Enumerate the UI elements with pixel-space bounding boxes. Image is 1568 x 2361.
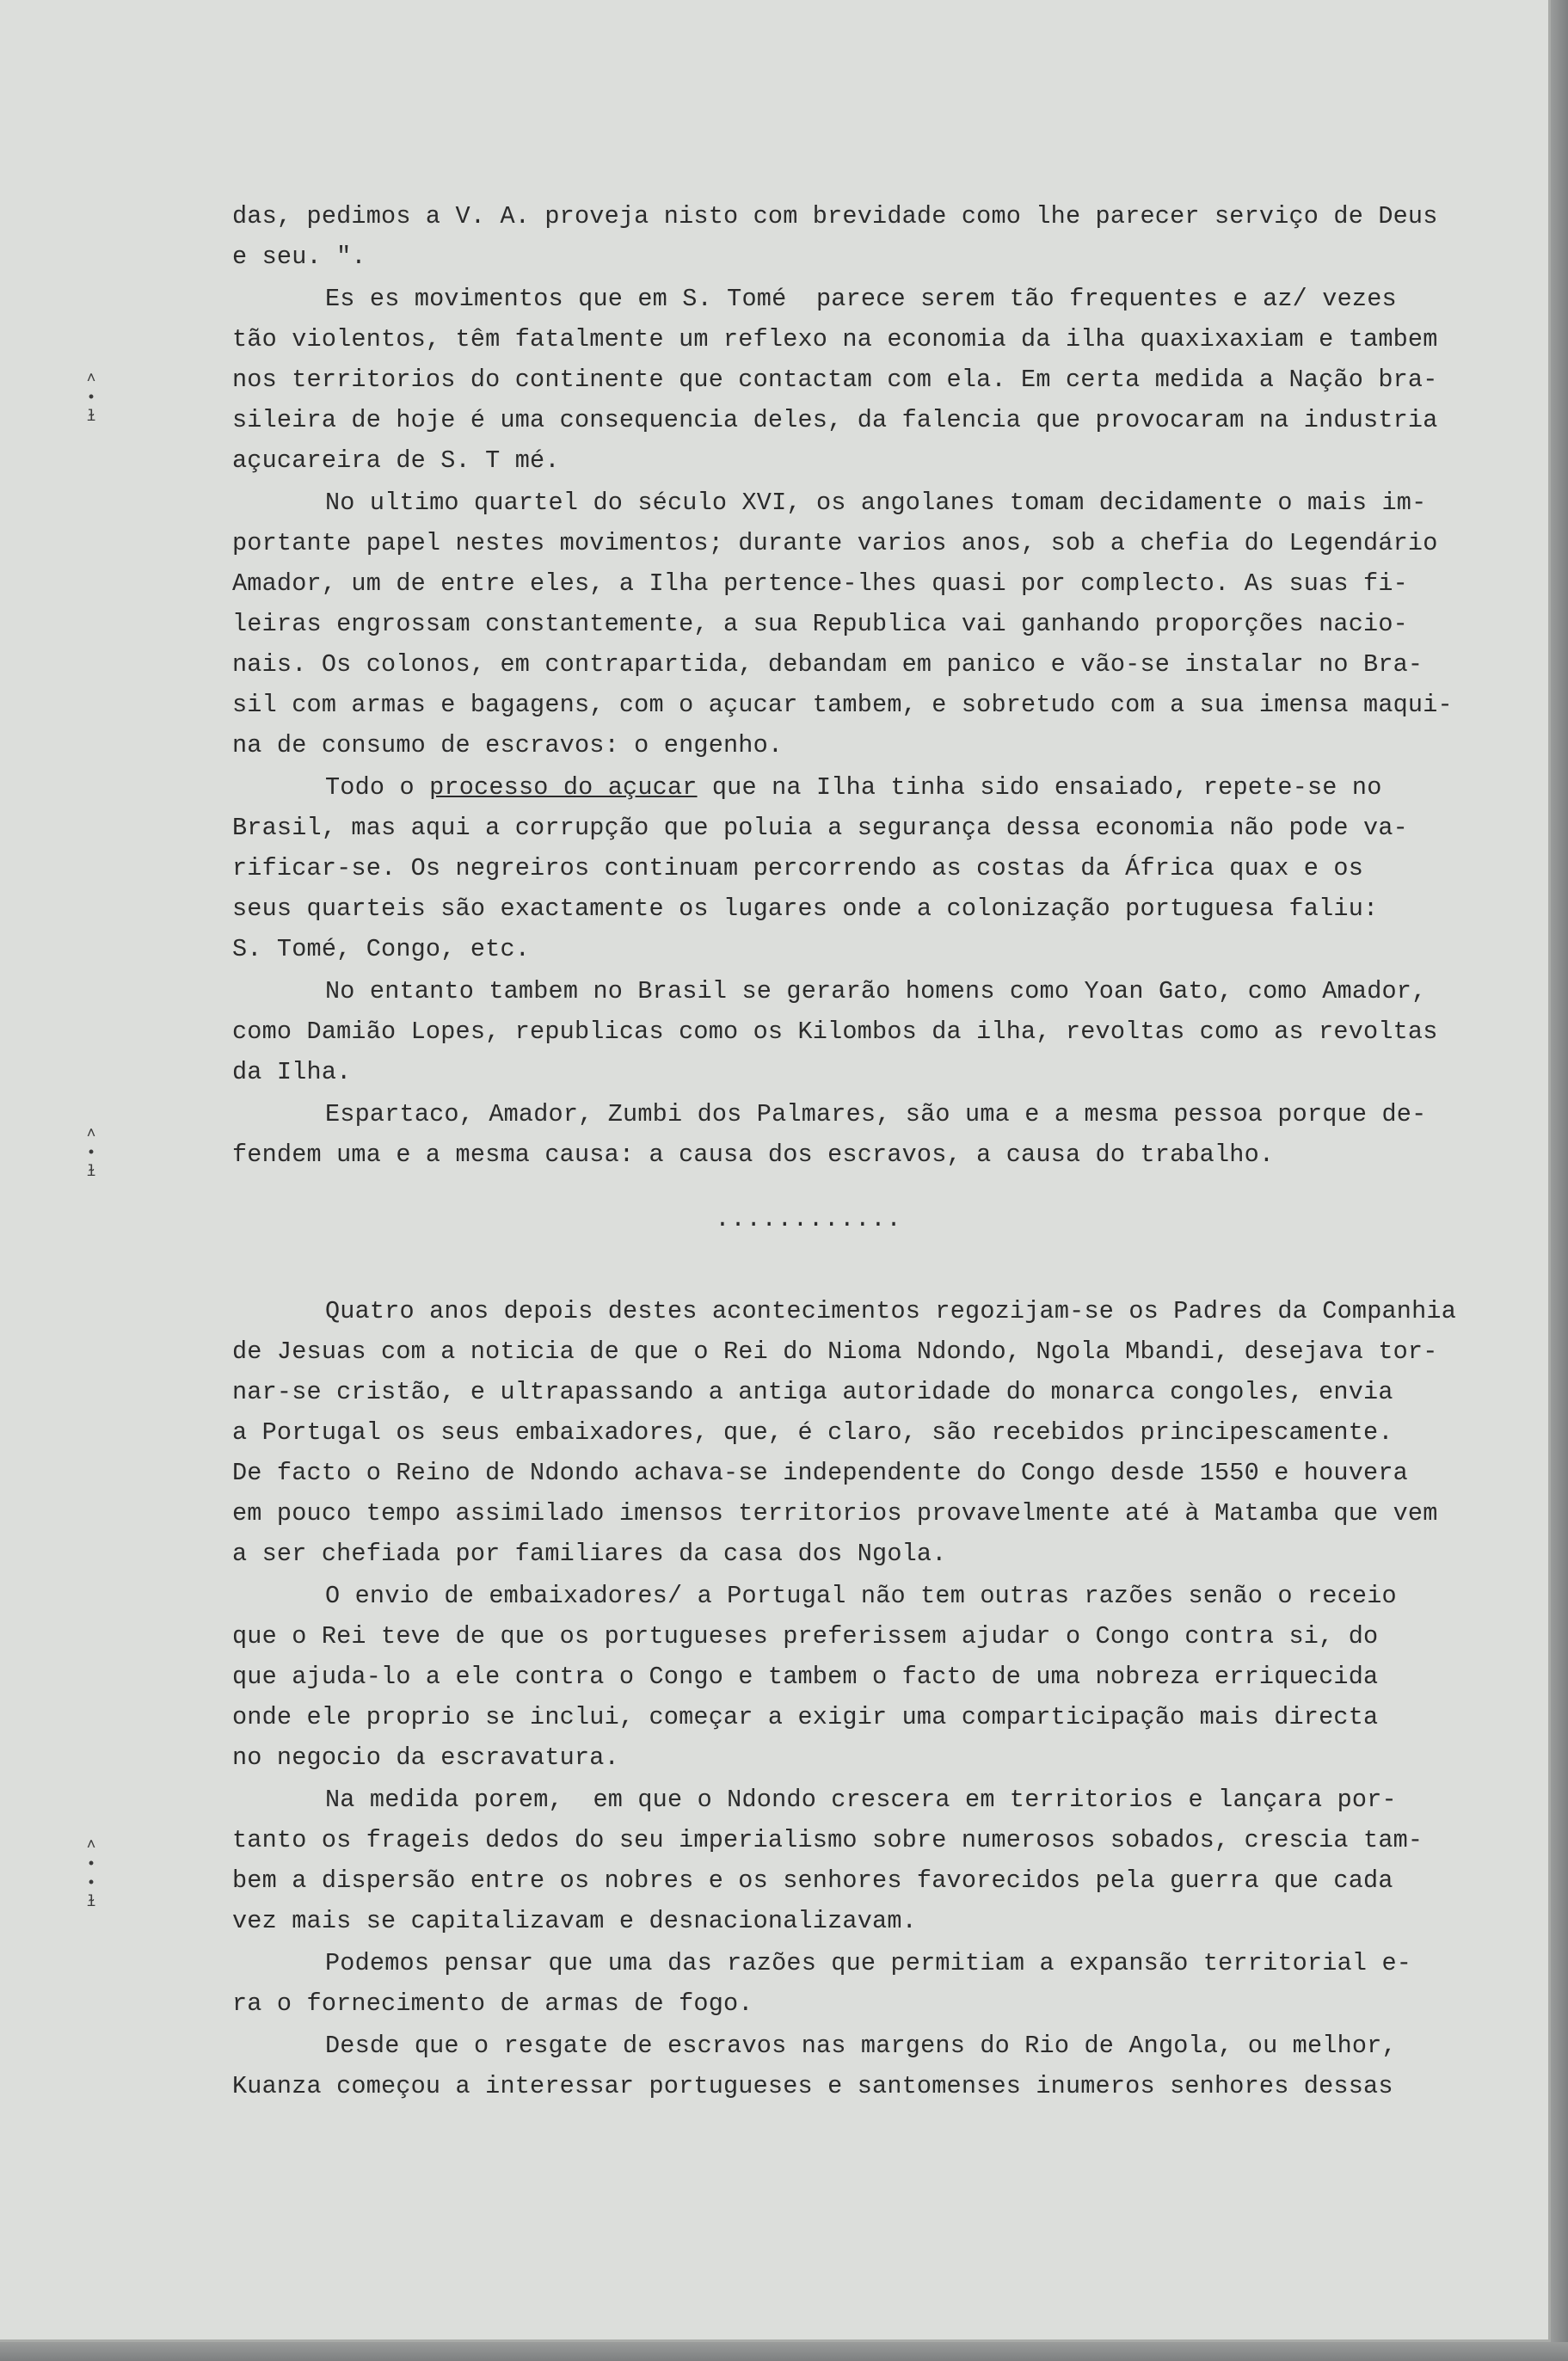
scan-edge-right (1551, 0, 1568, 2361)
text-line: de Jesuas com a noticia de que o Rei do Nioma Ndondo, Ngola Mbandi, desejava tor- (232, 1337, 1438, 1366)
text-line: Brasil, mas aqui a corrupção que poluia a segurança dessa economia não pode va- (232, 814, 1408, 842)
paragraph-p6 (232, 1094, 1522, 1175)
text-line: Es es movimentos que em S. Tomé parece serem tão frequentes e az/ vezes (325, 285, 1397, 313)
text-line: seus quarteis são exactamente os lugares onde a colonização portuguesa faliu: (232, 895, 1379, 923)
text-line: Podemos pensar que uma das razões que permitiam a expansão territorial e- (325, 1949, 1412, 1977)
text-line: em pouco tempo assimilado imensos territorios provavelmente até à Matamba que vem (232, 1499, 1438, 1528)
text-line: Amador, um de entre eles, a Ilha pertence-lhes quasi por complecto. As suas fi- (232, 569, 1408, 598)
paragraph-p11 (232, 2026, 1522, 2106)
section-separator: ............ (715, 1205, 902, 1233)
paragraph-p3 (232, 483, 1522, 765)
text-line: Todo o processo do açucar que na Ilha tinha sido ensaiado, repete-se no (325, 773, 1382, 802)
paragraph-p2 (232, 279, 1522, 481)
text-line: bem a dispersão entre os nobres e os senhores favorecidos pela guerra que cada (232, 1866, 1393, 1895)
text-line: no negocio da escravatura. (232, 1743, 619, 1772)
text-line: portante papel nestes movimentos; durante varios anos, sob a chefia do Legendário (232, 529, 1438, 557)
text-line: que o Rei teve de que os portugueses preferissem ajudar o Congo contra si, do (232, 1622, 1379, 1651)
paragraph-p9 (232, 1780, 1522, 1941)
text-line: Na medida porem, em que o Ndondo crescera em territorios e lançara por- (325, 1786, 1397, 1814)
text-line: na de consumo de escravos: o engenho. (232, 731, 784, 759)
text-line: a Portugal os seus embaixadores, que, é claro, são recebidos principescamente. (232, 1418, 1393, 1447)
margin-mark-icon: ˄ • ɫ (86, 371, 96, 426)
text-line: S. Tomé, Congo, etc. (232, 935, 531, 963)
paragraph-p1 (232, 196, 1522, 277)
paragraph-p7 (232, 1291, 1522, 1574)
text-line: O envio de embaixadores/ a Portugal não tem outras razões senão o receio (325, 1582, 1397, 1610)
text-line: No ultimo quartel do século XVI, os angolanes tomam decidamente o mais im- (325, 489, 1427, 517)
text-line: leiras engrossam constantemente, a sua Republica vai ganhando proporções nacio- (232, 610, 1408, 638)
paragraph-p5 (232, 971, 1522, 1092)
text-line: onde ele proprio se inclui, começar a exigir uma comparticipação mais directa (232, 1703, 1379, 1731)
text-line: rificar-se. Os negreiros continuam percorrendo as costas da África quax e os (232, 854, 1364, 882)
scan-edge-bottom (0, 2342, 1568, 2361)
text-line: nar-se cristão, e ultrapassando a antiga autoridade do monarca congoles, envia (232, 1378, 1393, 1406)
text-line: sil com armas e bagagens, com o açucar tambem, e sobretudo com a sua imensa maqui- (232, 691, 1453, 719)
text-line: açucareira de S. T mé. (232, 446, 560, 475)
text-line: De facto o Reino de Ndondo achava-se independente do Congo desde 1550 e houvera (232, 1459, 1408, 1487)
text-line: tanto os frageis dedos do seu imperialismo sobre numerosos sobados, crescia tam- (232, 1826, 1423, 1854)
paragraph-p10 (232, 1943, 1522, 2024)
text-line: No entanto tambem no Brasil se gerarão homens como Yoan Gato, como Amador, (325, 977, 1427, 1005)
paragraph-p4 (232, 767, 1522, 969)
text-line: da Ilha. (232, 1058, 352, 1086)
text-line: a ser chefiada por familiares da casa dos Ngola. (232, 1540, 947, 1568)
margin-mark-icon: ˄ • ɫ (86, 1126, 96, 1181)
text-line: como Damião Lopes, republicas como os Kilombos da ilha, revoltas como as revoltas (232, 1018, 1438, 1046)
text-line: Kuanza começou a interessar portugueses e santomenses inumeros senhores dessas (232, 2072, 1393, 2100)
text-line: nais. Os colonos, em contrapartida, debandam em panico e vão-se instalar no Bra- (232, 650, 1423, 679)
text-line: vez mais se capitalizavam e desnacionalizavam. (232, 1907, 917, 1935)
typewritten-text (232, 196, 1522, 2108)
text-line: nos territorios do continente que contactam com ela. Em certa medida a Nação bra- (232, 366, 1438, 394)
text-line: fendem uma e a mesma causa: a causa dos escravos, a causa do trabalho. (232, 1141, 1275, 1169)
paragraph-p8 (232, 1576, 1522, 1778)
margin-mark-icon: ˄ • • ɫ (86, 1837, 96, 1911)
text-line: que ajuda-lo a ele contra o Congo e tambem o facto de uma nobreza erriquecida (232, 1663, 1379, 1691)
text-line: Desde que o resgate de escravos nas margens do Rio de Angola, ou melhor, (325, 2032, 1397, 2060)
text-line: tão violentos, têm fatalmente um reflexo na economia da ilha quaxixaxiam e tambem (232, 325, 1438, 354)
text-line: Quatro anos depois destes acontecimentos regozijam-se os Padres da Companhia (325, 1297, 1457, 1325)
text-line: Espartaco, Amador, Zumbi dos Palmares, são uma e a mesma pessoa porque de- (325, 1100, 1427, 1128)
text-line: sileira de hoje é uma consequencia deles, da falencia que provocaram na industria (232, 406, 1438, 434)
text-line: ra o fornecimento de armas de fogo. (232, 1989, 753, 2018)
text-line: e seu. ". (232, 243, 366, 271)
text-line: das, pedimos a V. A. proveja nisto com brevidade como lhe parecer serviço de Deus (232, 202, 1438, 231)
